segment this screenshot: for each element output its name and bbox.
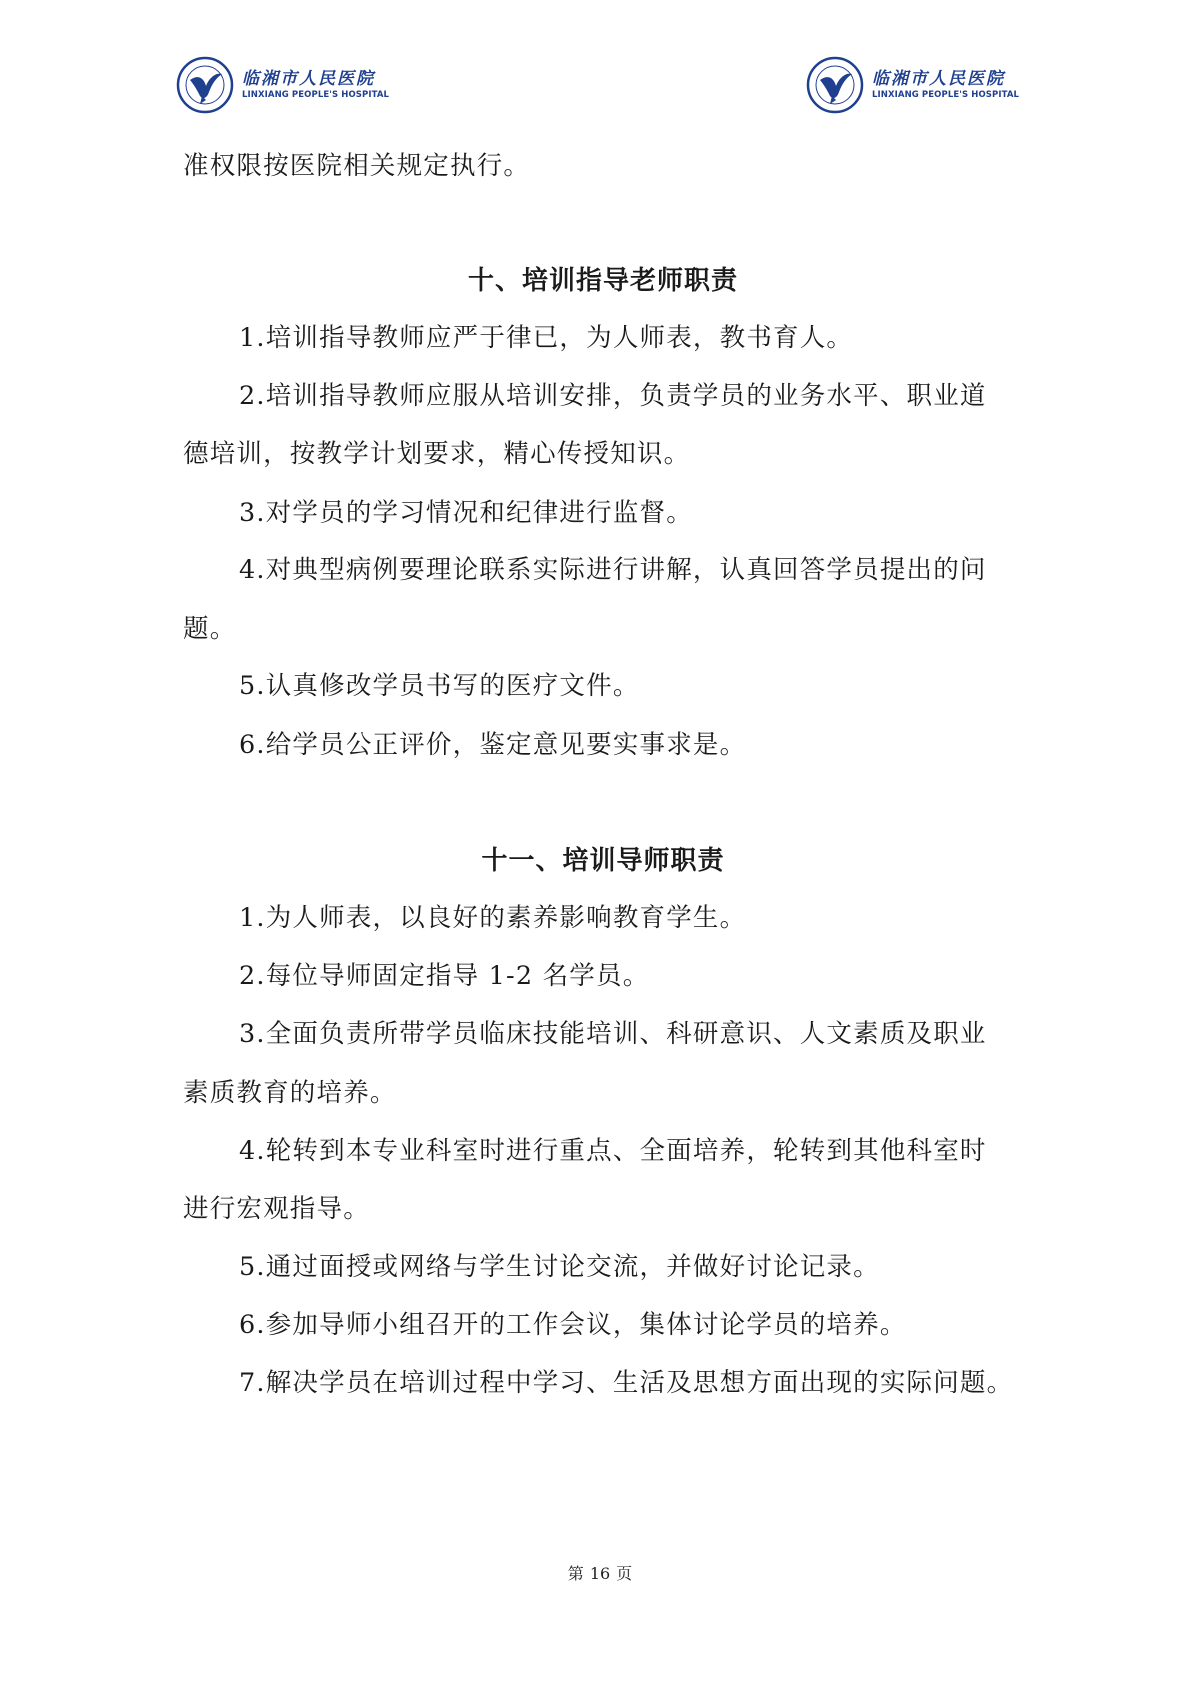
section-10-item-3: 3.对学员的学习情况和纪律进行监督。 xyxy=(239,498,693,528)
logo-chinese-name: 临湘市人民医院 xyxy=(242,69,375,89)
section-11-item-4-line-1: 4.轮转到本专业科室时进行重点、全面培养，轮转到其他科室时 xyxy=(239,1136,987,1166)
logo-english-name: LINXIANG PEOPLE'S HOSPITAL xyxy=(242,90,390,100)
logo-text-left xyxy=(242,69,389,101)
section-11-title: 十一、培训导师职责 xyxy=(481,846,725,876)
section-11-item-2: 2.每位导师固定指导 1-2 名学员。 xyxy=(239,961,650,991)
section-10-item-5: 5.认真修改学员书写的医疗文件。 xyxy=(239,671,640,701)
section-11-item-7: 7.解决学员在培训过程中学习、生活及思想方面出现的实际问题。 xyxy=(239,1368,1014,1398)
section-11-item-4-line-2: 进行宏观指导。 xyxy=(183,1194,370,1224)
logo-chinese-name: 临湘市人民医院 xyxy=(872,69,1005,89)
section-11-item-3-line-1: 3.全面负责所带学员临床技能培训、科研意识、人文素质及职业 xyxy=(239,1019,987,1049)
section-11-item-6: 6.参加导师小组召开的工作会议，集体讨论学员的培养。 xyxy=(239,1310,907,1340)
logo-text-right xyxy=(872,69,1019,101)
page-footer xyxy=(0,1561,1200,1584)
hospital-logo-left xyxy=(176,56,389,114)
continuation-line: 准权限按医院相关规定执行。 xyxy=(183,151,531,181)
section-11-item-3-line-2: 素质教育的培养。 xyxy=(183,1078,397,1108)
section-10-title: 十、培训指导老师职责 xyxy=(467,266,738,296)
section-10-item-6: 6.给学员公正评价，鉴定意见要实事求是。 xyxy=(239,730,747,760)
hospital-seal-icon xyxy=(806,56,864,114)
section-11-item-1: 1.为人师表，以良好的素养影响教育学生。 xyxy=(239,903,747,933)
page-number: 16 xyxy=(589,1564,611,1583)
section-11-item-5: 5.通过面授或网络与学生讨论交流，并做好讨论记录。 xyxy=(239,1252,880,1282)
footer-suffix: 页 xyxy=(616,1564,633,1583)
hospital-seal-icon xyxy=(176,56,234,114)
footer-prefix: 第 xyxy=(567,1564,584,1583)
section-10-item-4-line-1: 4.对典型病例要理论联系实际进行讲解，认真回答学员提出的问 xyxy=(239,555,987,585)
section-10-item-4-line-2: 题。 xyxy=(183,614,237,644)
section-10-item-1: 1.培训指导教师应严于律已，为人师表，教书育人。 xyxy=(239,323,854,353)
section-10-item-2-line-1: 2.培训指导教师应服从培训安排，负责学员的业务水平、职业道 xyxy=(239,381,987,411)
hospital-logo-right xyxy=(806,56,1019,114)
logo-english-name: LINXIANG PEOPLE'S HOSPITAL xyxy=(872,90,1020,100)
section-10-item-2-line-2: 德培训，按教学计划要求，精心传授知识。 xyxy=(183,439,691,469)
